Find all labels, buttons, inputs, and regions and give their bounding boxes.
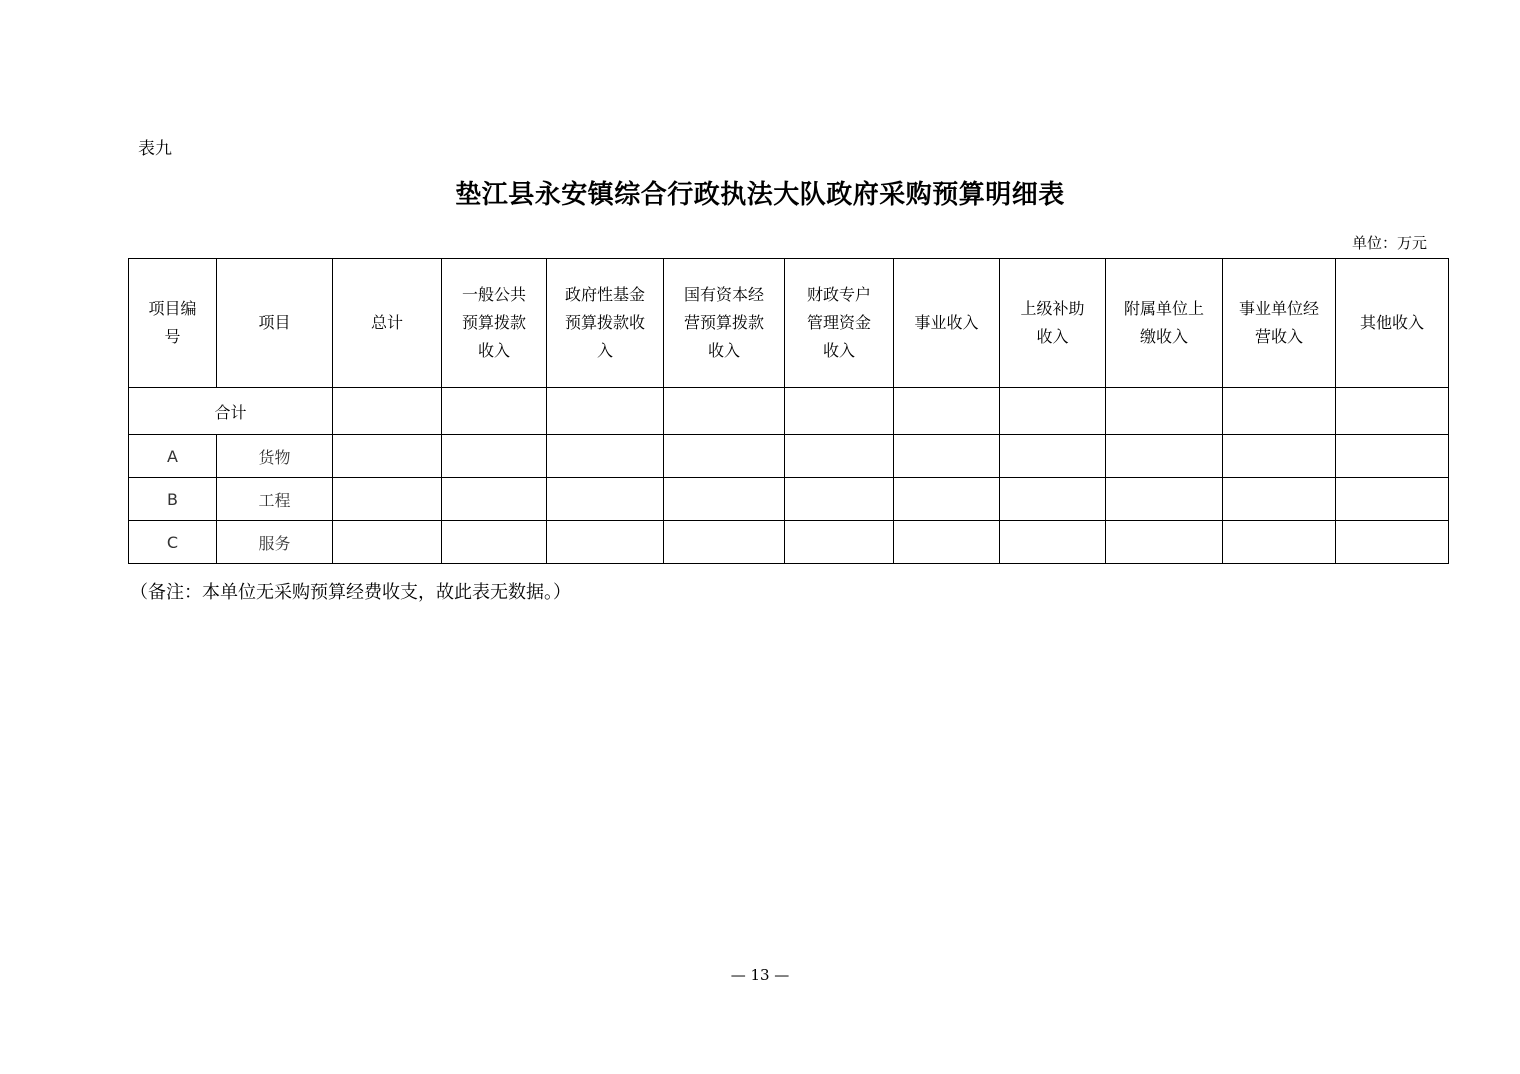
header-business-income: 事业收入: [894, 259, 1000, 388]
table-cell: [1106, 435, 1223, 478]
table-cell: [1223, 388, 1336, 435]
row-name: 货物: [217, 435, 333, 478]
unit-note: 单位：万元: [1351, 234, 1427, 252]
table-cell: [664, 388, 785, 435]
table-cell: [547, 388, 664, 435]
row-code: A: [129, 435, 217, 478]
table-cell: [547, 521, 664, 564]
table-cell: [894, 521, 1000, 564]
table-cell: [785, 388, 894, 435]
table-cell: [442, 521, 547, 564]
row-code: B: [129, 478, 217, 521]
table-cell: [1106, 521, 1223, 564]
table-cell: [442, 388, 547, 435]
table-header-row: [129, 259, 1449, 388]
table-cell: [894, 435, 1000, 478]
table-cell: [1336, 388, 1449, 435]
table-cell: [547, 478, 664, 521]
table-cell: [785, 435, 894, 478]
table-cell: [333, 478, 442, 521]
table-row: [129, 478, 1449, 521]
table-cell: [1336, 521, 1449, 564]
header-superior-subsidy: 上级补助收入: [1000, 259, 1106, 388]
table-cell: [894, 478, 1000, 521]
table-cell: [1336, 478, 1449, 521]
table-row: [129, 521, 1449, 564]
total-label: 合计: [129, 388, 333, 435]
header-state-capital: 国有资本经营预算拨款收入: [664, 259, 785, 388]
table-cell: [333, 435, 442, 478]
table-cell: [442, 435, 547, 478]
table-cell: [785, 521, 894, 564]
document-title: 垫江县永安镇综合行政执法大队政府采购预算明细表: [455, 180, 1065, 210]
table-cell: [1223, 435, 1336, 478]
table-cell: [1000, 388, 1106, 435]
row-name: 工程: [217, 478, 333, 521]
procurement-budget-table: [128, 258, 1449, 564]
table-cell: [547, 435, 664, 478]
table-cell: [785, 478, 894, 521]
header-other-income: 其他收入: [1336, 259, 1449, 388]
table-cell: [1223, 478, 1336, 521]
table-cell: [1336, 435, 1449, 478]
total-row: [129, 388, 1449, 435]
table-cell: [1223, 521, 1336, 564]
table-cell: [1106, 388, 1223, 435]
table-cell: [894, 388, 1000, 435]
row-code: C: [129, 521, 217, 564]
header-project-code: 项目编号: [129, 259, 217, 388]
table-cell: [442, 478, 547, 521]
header-total: 总计: [333, 259, 442, 388]
table-cell: [664, 435, 785, 478]
header-project: 项目: [217, 259, 333, 388]
header-special-account: 财政专户管理资金收入: [785, 259, 894, 388]
page-number: — 13 —: [730, 966, 790, 984]
header-affiliated-remittance: 附属单位上缴收入: [1106, 259, 1223, 388]
table-cell: [664, 521, 785, 564]
header-government-fund: 政府性基金预算拨款收入: [547, 259, 664, 388]
table-cell: [1106, 478, 1223, 521]
table-cell: [1000, 521, 1106, 564]
footnote: （备注：本单位无采购预算经费收支，故此表无数据。）: [130, 582, 571, 603]
table-cell: [333, 388, 442, 435]
header-operating-income: 事业单位经营收入: [1223, 259, 1336, 388]
row-name: 服务: [217, 521, 333, 564]
table-cell: [1000, 435, 1106, 478]
table-cell: [333, 521, 442, 564]
table-label: 表九: [138, 139, 172, 159]
table-cell: [1000, 478, 1106, 521]
table-row: [129, 435, 1449, 478]
table-cell: [664, 478, 785, 521]
header-general-budget: 一般公共预算拨款收入: [442, 259, 547, 388]
